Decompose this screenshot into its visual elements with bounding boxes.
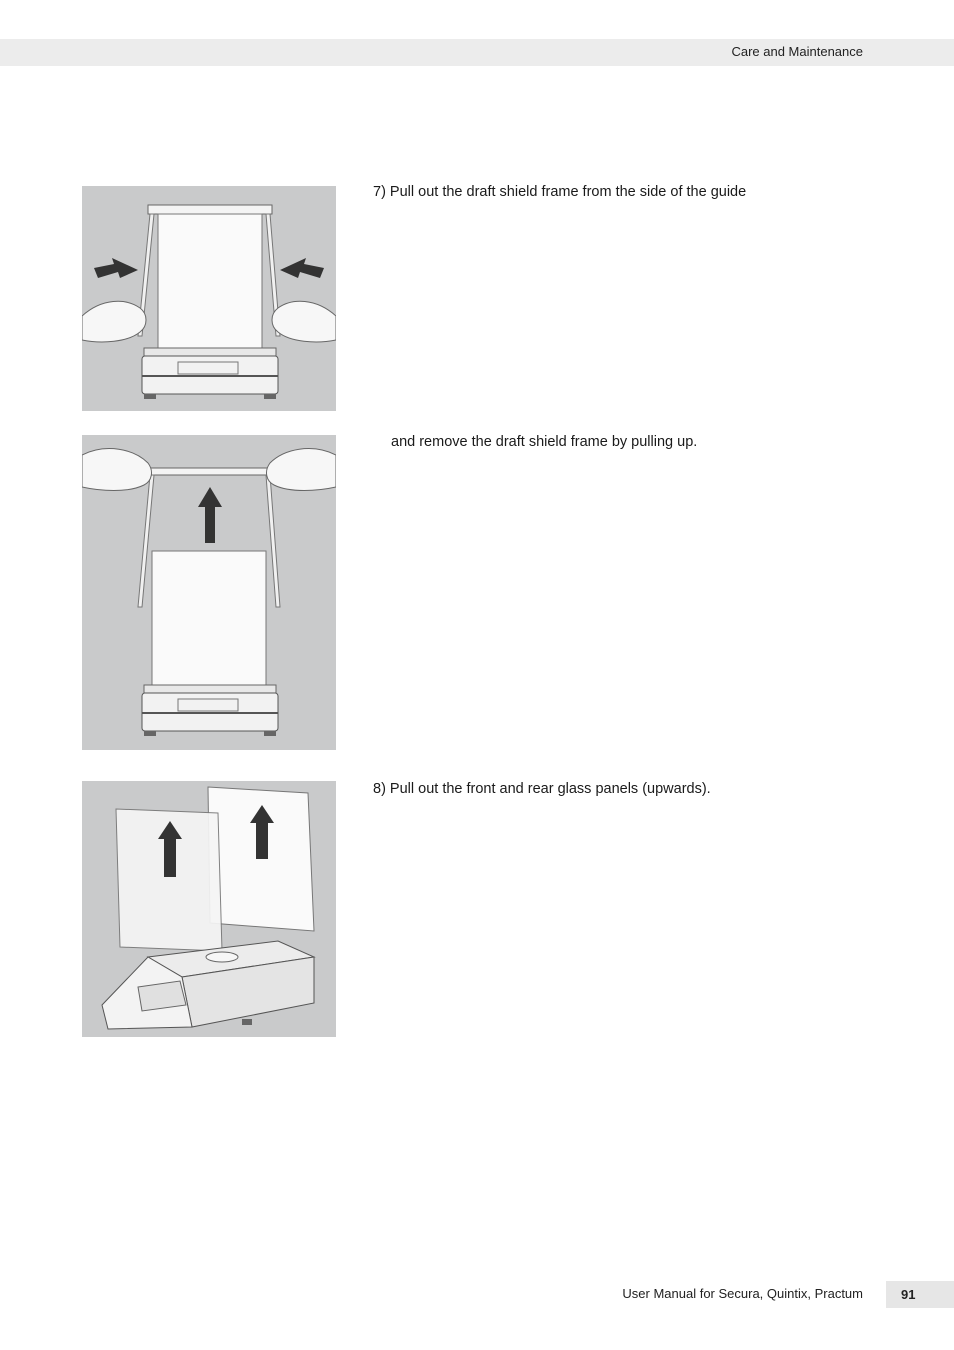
arrow-up-icon bbox=[198, 487, 222, 543]
step-7-text: 7) Pull out the draft shield frame from the side of the guide bbox=[373, 184, 747, 200]
arrow-left-icon bbox=[94, 258, 138, 278]
footer-manual-title: User Manual for Secura, Quintix, Practum bbox=[622, 1286, 863, 1301]
arrow-right-icon bbox=[280, 258, 324, 278]
draft-shield-illustration-2 bbox=[82, 435, 336, 750]
figure-pull-sideways bbox=[82, 186, 336, 411]
glass-panels-illustration bbox=[82, 781, 336, 1037]
figure-glass-panels bbox=[82, 781, 336, 1037]
page-number: 91 bbox=[901, 1287, 916, 1302]
section-title: Care and Maintenance bbox=[731, 44, 863, 59]
page-number-box bbox=[886, 1281, 954, 1308]
step-8-text: 8) Pull out the front and rear glass panels (upwards). bbox=[373, 781, 711, 797]
draft-shield-illustration-1 bbox=[82, 186, 336, 411]
step-7b-text: and remove the draft shield frame by pulling up. bbox=[391, 434, 698, 450]
figure-pull-up bbox=[82, 435, 336, 750]
